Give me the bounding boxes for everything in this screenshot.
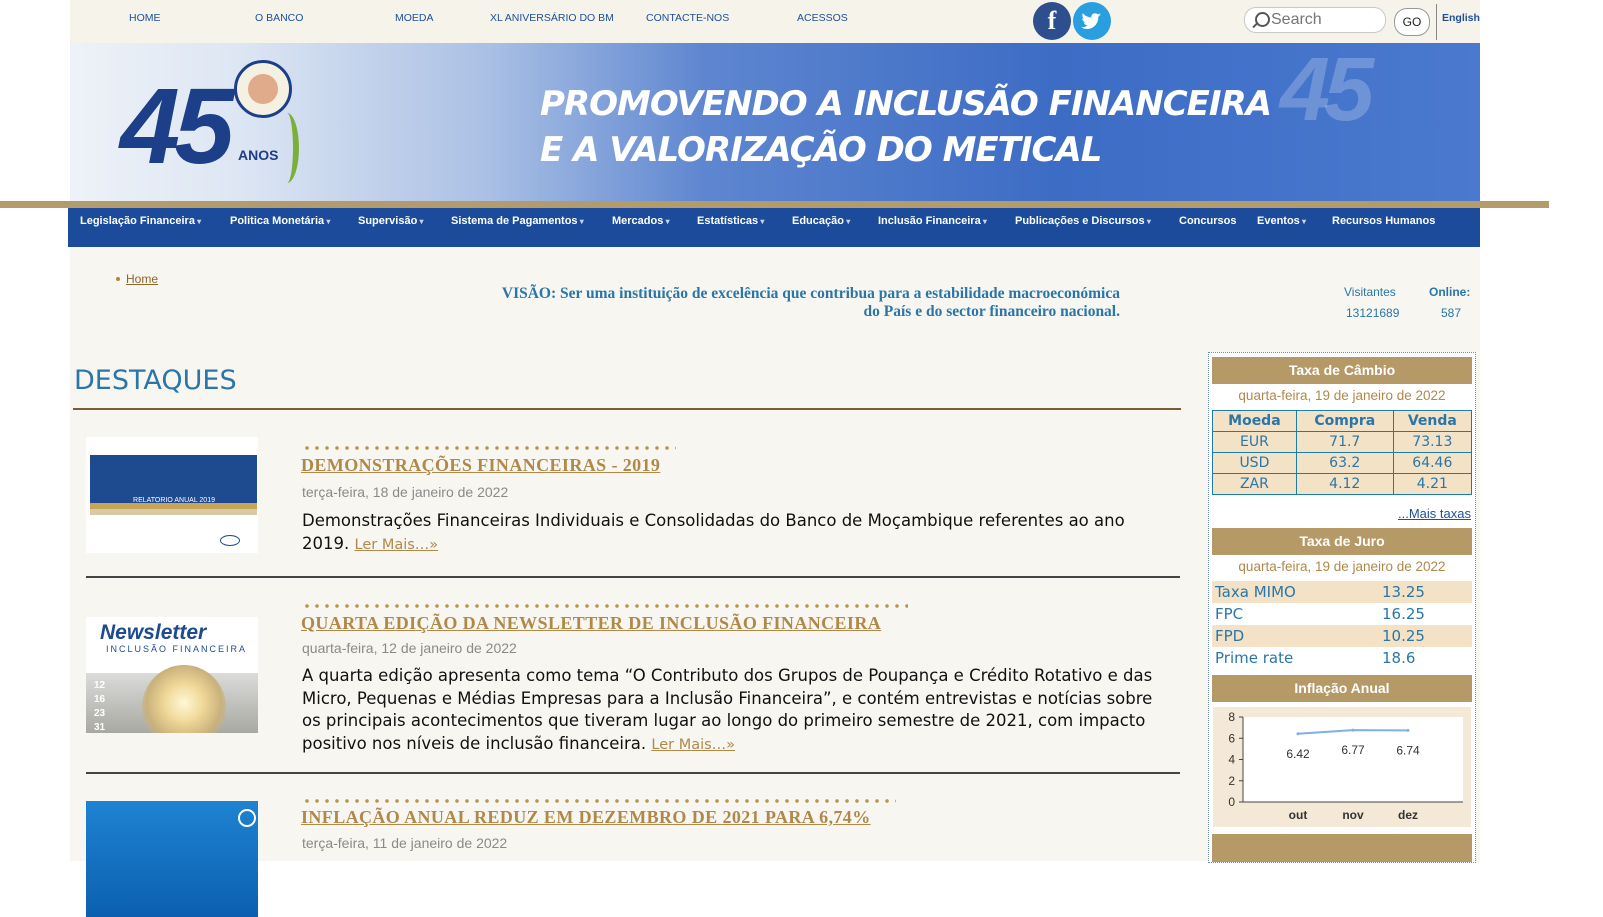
interest-name: FPC	[1215, 605, 1244, 623]
chart-data-label: 6.74	[1396, 743, 1420, 758]
language-divider	[1436, 4, 1437, 40]
juro-header: Taxa de Juro	[1212, 528, 1472, 555]
thumb-caption: RELATORIO ANUAL 2019	[133, 497, 215, 504]
column-header: Moeda	[1213, 411, 1297, 432]
facebook-icon[interactable]: f	[1033, 2, 1071, 40]
topnav-contacte-nos[interactable]: CONTACTE-NOS	[646, 12, 730, 24]
thumb-lightbulb-icon	[142, 665, 226, 733]
site-container	[70, 0, 1480, 861]
chart-x-tick-label: out	[1288, 808, 1308, 822]
chart-y-tick-label: 8	[1228, 710, 1235, 724]
currency-cell: ZAR	[1213, 474, 1297, 495]
chart-x-tick-label: nov	[1342, 808, 1364, 822]
search-input[interactable]	[1269, 10, 1381, 30]
thumb-side-numbers: 12 16 23 31	[94, 680, 106, 733]
currency-cell: USD	[1213, 453, 1297, 474]
hero-banner	[70, 43, 1480, 201]
nav-inclusao-financeira[interactable]: Inclusão Financeira ▾	[878, 215, 987, 227]
read-more-link[interactable]: Ler Mais…»	[651, 736, 736, 753]
interest-name: FPD	[1215, 627, 1245, 645]
thumb-newsletter-title: Newsletter	[100, 621, 207, 644]
topnav-home[interactable]: HOME	[129, 12, 161, 24]
juro-date: quarta-feira, 19 de janeiro de 2022	[1238, 559, 1446, 574]
banner-tagline	[540, 81, 1271, 173]
visitors-count: 13121689	[1346, 306, 1400, 320]
chart-y-tick-label: 0	[1228, 795, 1235, 809]
interest-value: 16.25	[1382, 605, 1425, 623]
chart-data-point	[1407, 729, 1410, 732]
buy-cell: 4.12	[1296, 474, 1393, 495]
table-row	[1213, 432, 1472, 453]
vision-line1: VISÃO: Ser uma instituição de excelência que contribua para a estabilidade macroeconómica	[501, 285, 1120, 302]
title-dots	[302, 798, 896, 804]
online-count: 587	[1441, 306, 1462, 320]
thumb-logo-icon	[238, 809, 256, 827]
inflation-chart	[1213, 707, 1471, 827]
interest-value: 10.25	[1382, 627, 1425, 645]
read-more-link[interactable]: Ler Mais…»	[354, 536, 439, 553]
title-dots	[302, 603, 908, 609]
nav-sistema-pagamentos[interactable]: Sistema de Pagamentos ▾	[451, 215, 584, 227]
interest-name: Prime rate	[1215, 649, 1294, 667]
inflation-chart-svg	[1213, 707, 1471, 827]
topnav-acessos[interactable]: ACESSOS	[797, 12, 848, 24]
sell-cell: 4.21	[1393, 474, 1471, 495]
nav-legislacao[interactable]: Legislação Financeira ▾	[80, 215, 201, 227]
vision-statement	[420, 285, 1120, 321]
cambio-header: Taxa de Câmbio	[1212, 357, 1472, 384]
column-header: Compra	[1296, 411, 1393, 432]
news-body	[302, 665, 1174, 756]
main-navigation	[68, 208, 1480, 247]
news-title[interactable]: QUARTA EDIÇÃO DA NEWSLETTER DE INCLUSÃO FINANCEIRA	[301, 613, 882, 633]
title-dots	[302, 445, 676, 451]
sell-cell: 73.13	[1393, 432, 1471, 453]
exchange-rate-table	[1212, 410, 1472, 495]
search-icon	[1255, 12, 1270, 27]
interest-row	[1212, 625, 1472, 647]
go-button[interactable]: GO	[1394, 8, 1430, 36]
destaques-heading: DESTAQUES	[74, 365, 237, 396]
sidebar-next-header	[1212, 834, 1472, 862]
language-english-link[interactable]: English	[1442, 12, 1480, 24]
online-label: Online:	[1429, 285, 1471, 299]
nav-mercados[interactable]: Mercados ▾	[612, 215, 670, 227]
nav-supervisao[interactable]: Supervisão ▾	[358, 215, 424, 227]
breadcrumb-home[interactable]: Home	[126, 272, 159, 286]
news-date: quarta-feira, 12 de janeiro de 2022	[302, 640, 517, 656]
breadcrumb-bullet	[116, 277, 120, 281]
news-thumbnail[interactable]	[86, 437, 258, 553]
chart-data-point	[1352, 729, 1355, 732]
buy-cell: 71.7	[1296, 432, 1393, 453]
nav-publicacoes[interactable]: Publicações e Discursos ▾	[1015, 215, 1151, 227]
chart-data-point	[1297, 732, 1300, 735]
visitors-label: Visitantes	[1344, 285, 1396, 299]
top-navigation	[70, 0, 1480, 43]
interest-row	[1212, 603, 1472, 625]
news-text: A quarta edição apresenta como tema “O Contributo dos Grupos de Poupança e Crédito Rotativo e das Micro, Pequenas e Médias Empresas para a Inclusão Financeira”, e contém entrevistas e notícias sobre os principais acontecimentos que tiveram lugar ao longo do primeiro semestre de 2021, com impacto positivo nos níveis de inclusão financeira.	[302, 666, 1153, 753]
chart-x-tick-label: dez	[1397, 808, 1419, 822]
sidebar-rates	[1208, 352, 1476, 863]
chart-y-tick-label: 6	[1228, 731, 1235, 746]
topnav-aniversario[interactable]: XL ANIVERSÁRIO DO BM	[490, 12, 614, 24]
logo-45-number: 45	[120, 65, 229, 186]
nav-recursos-humanos[interactable]: Recursos Humanos	[1332, 215, 1436, 227]
cambio-date: quarta-feira, 19 de janeiro de 2022	[1238, 388, 1446, 403]
sell-cell: 64.46	[1393, 453, 1471, 474]
news-separator	[86, 576, 1180, 578]
banner-tagline-line1: PROMOVENDO A INCLUSÃO FINANCEIRA	[540, 84, 1272, 124]
logo-swoosh	[275, 113, 299, 183]
table-header-row	[1213, 411, 1472, 432]
chart-y-tick-label: 2	[1228, 773, 1235, 788]
destaques-divider	[73, 408, 1181, 410]
inflacao-header: Inflação Anual	[1212, 675, 1472, 702]
table-row	[1213, 453, 1472, 474]
bank-seal-icon	[234, 60, 292, 118]
interest-value: 18.6	[1382, 649, 1416, 667]
column-header: Venda	[1393, 411, 1471, 432]
gold-divider	[0, 201, 1549, 208]
news-title[interactable]: DEMONSTRAÇÕES FINANCEIRAS - 2019	[301, 455, 661, 475]
nav-eventos[interactable]: Eventos ▾	[1257, 215, 1306, 227]
table-row	[1213, 474, 1472, 495]
news-separator	[86, 772, 1180, 774]
logo-anos-label: ANOS	[238, 147, 279, 163]
thumb-newsletter-sub: INCLUSÃO FINANCEIRA	[106, 644, 248, 654]
thumb-logo-icon	[220, 535, 240, 546]
chart-y-tick-label: 4	[1228, 752, 1235, 767]
topnav-moeda[interactable]: MOEDA	[395, 12, 434, 24]
nav-concursos[interactable]: Concursos	[1179, 215, 1237, 227]
nav-estatisticas[interactable]: Estatísticas ▾	[697, 215, 764, 227]
news-date: terça-feira, 18 de janeiro de 2022	[302, 484, 509, 500]
chart-data-label: 6.77	[1341, 743, 1365, 758]
search-box	[1244, 7, 1386, 33]
thumb-blue-band	[90, 455, 257, 503]
more-rates-link[interactable]: ...Mais taxas	[1398, 506, 1471, 521]
nav-politica-monetaria[interactable]: Politica Monetária ▾	[230, 215, 330, 227]
watermark-45: 45	[1280, 43, 1369, 140]
twitter-icon[interactable]	[1073, 2, 1111, 40]
topnav-o-banco[interactable]: O BANCO	[255, 12, 304, 24]
news-text: Demonstrações Financeiras Individuais e Consolidadas do Banco de Moçambique referentes ao ano 2019.	[302, 511, 1125, 553]
news-body	[302, 510, 1174, 556]
chart-data-label: 6.42	[1286, 746, 1310, 761]
interest-value: 13.25	[1382, 583, 1425, 601]
news-thumbnail[interactable]	[86, 801, 258, 917]
news-date: terça-feira, 11 de janeiro de 2022	[302, 835, 508, 851]
twitter-bird-icon	[1073, 2, 1111, 40]
news-thumbnail[interactable]	[86, 617, 258, 733]
vision-line2: do País e do sector financeiro nacional.	[863, 303, 1120, 320]
interest-name: Taxa MIMO	[1215, 583, 1296, 601]
banner-tagline-line2: E A VALORIZAÇÃO DO METICAL	[540, 130, 1102, 170]
news-title[interactable]: INFLAÇÃO ANUAL REDUZ EM DEZEMBRO DE 2021 PARA 6,74%	[301, 807, 871, 827]
interest-row	[1212, 581, 1472, 603]
buy-cell: 63.2	[1296, 453, 1393, 474]
currency-cell: EUR	[1213, 432, 1297, 453]
interest-row	[1212, 647, 1472, 669]
thumb-light-band	[90, 509, 257, 515]
nav-educacao[interactable]: Educação ▾	[792, 215, 850, 227]
